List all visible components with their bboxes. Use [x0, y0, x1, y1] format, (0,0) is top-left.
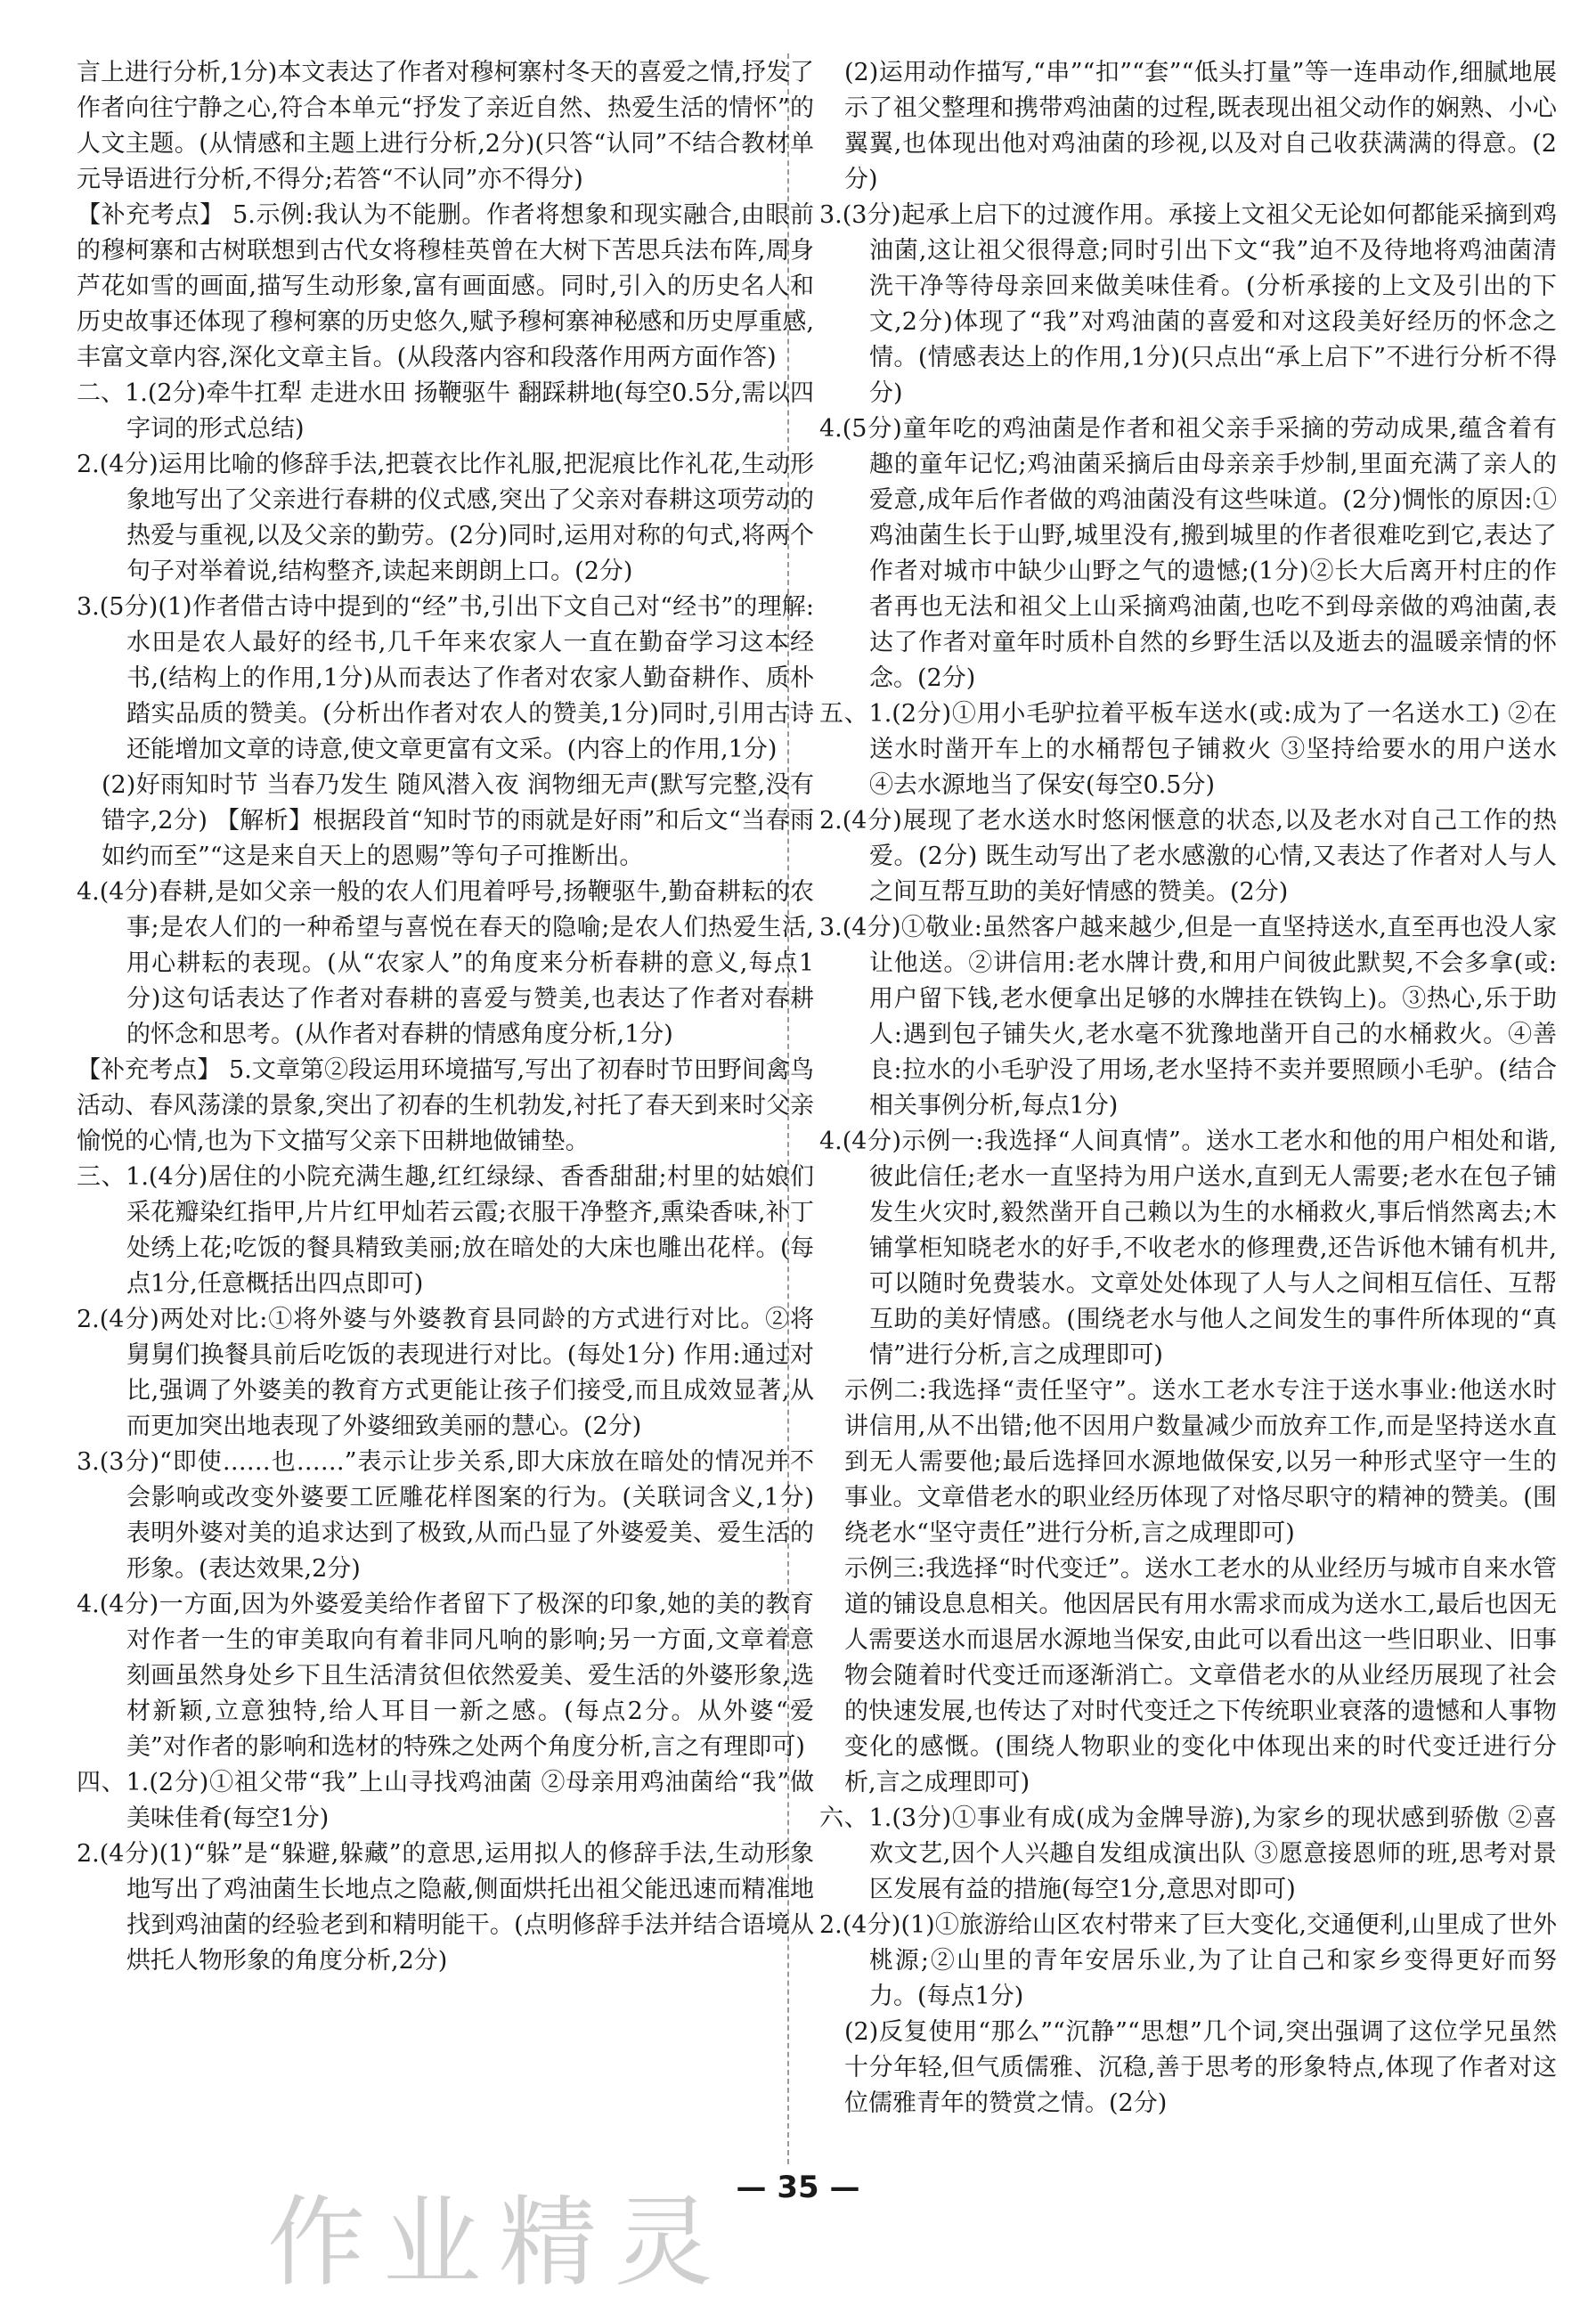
right-column	[819, 55, 1557, 2122]
left-para-2: 二、1.(2分)牵牛扛犁 走进水田 扬鞭驱牛 翻踩耕地(每空0.5分,需以四字词的形式总结)	[77, 379, 814, 443]
right-para-2: 4.(5分)童年吃的鸡油菌是作者和祖父亲手采摘的劳动成果,蕴含着有趣的童年记忆;鸡油菌采摘后由母亲亲手炒制,里面充满了亲人的爱意,成年后作者做的鸡油菌没有这些味道。(2分)惆怅的原因:①鸡油菌生长于山野,城里没有,搬到城里的作者很难吃到它,表达了作者对城市中缺少山野之气的遗憾;(1分)②长大后离开村庄的作者再也无法和祖父上山采摘鸡油菌,也吃不到母亲做的鸡油菌,表达了作者对童年时质朴自然的乡野生活以及逝去的温暖亲情的怀念。(2分)	[819, 415, 1557, 692]
right-para-3: 五、1.(2分)①用小毛驴拉着平板车送水(或:成为了一名送水工) ②在送水时凿开车上的水桶帮包子铺救火 ③坚持给要水的用户送水 ④去水源地当了保安(每空0.5分)	[819, 700, 1557, 799]
right-para-1: 3.(3分)起承上启下的过渡作用。承接上文祖父无论如何都能采摘到鸡油菌,这让祖父很得意;同时引出下文“我”迫不及待地将鸡油菌清洗干净等待母亲回来做美味佳肴。(分析承接的上文及引出的下文,2分)体现了“我”对鸡油菌的喜爱和对这段美好经历的怀念之情。(情感表达上的作用,1分)(只点出“承上启下”不进行分析不得分)	[819, 201, 1557, 407]
left-para-6: 4.(4分)春耕,是如父亲一般的农人们甩着呼号,扬鞭驱牛,勤奋耕耘的农事;是农人们的一种希望与喜悦在春天的隐喻;是农人们热爱生活,用心耕耘的表现。(从“农家人”的角度来分析春耕的意义,每点1分)这句话表达了作者对春耕的喜爱与赞美,也表达了作者对春耕的怀念和思考。(从作者对春耕的情感角度分析,1分)	[77, 878, 814, 1048]
right-para-4: 2.(4分)展现了老水送水时悠闲惬意的状态,以及老水对自己工作的热爱。(2分) 既生动写出了老水感激的心情,又表达了作者对人与人之间互帮互助的美好情感的赞美。(2分)	[819, 807, 1557, 906]
right-para-6: 4.(4分)示例一:我选择“人间真情”。送水工老水和他的用户相处和谐,彼此信任;老水一直坚持为用户送水,直到无人需要;老水在包子铺发生火灾时,毅然凿开自己赖以为生的水桶救火,事后悄然离去;木铺掌柜知晓老水的好手,不收老水的修理费,还告诉他木铺有机井,可以随时免费装水。文章处处体现了人与人之间相互信任、互帮互助的美好情感。(围绕老水与他人之间发生的事件所体现的“真情”进行分析,言之成理即可)	[819, 1128, 1557, 1369]
left-para-0: 言上进行分析,1分)本文表达了作者对穆柯寨村冬天的喜爱之情,抒发了作者向往宁静之心,符合本单元“抒发了亲近自然、热爱生活的情怀”的人文主题。(从情感和主题上进行分析,2分)(只答“认同”不结合教材单元导语进行分析,不得分;若答“不认同”亦不得分)	[77, 59, 814, 193]
right-para-11: (2)反复使用“那么”“沉静”“思想”几个词,突出强调了这位学兄虽然十分年轻,但气质儒雅、沉稳,善于思考的形象特点,体现了作者对这位儒雅青年的赞赏之情。(2分)	[844, 2018, 1557, 2117]
left-para-7: 【补充考点】 5.文章第②段运用环境描写,写出了初春时节田野间禽鸟活动、春风荡漾的景象,突出了初春的生机勃发,衬托了春天到来时父亲愉悦的心情,也为下文描写父亲下田耕地做铺垫。	[77, 1056, 814, 1155]
left-para-1: 【补充考点】 5.示例:我认为不能删。作者将想象和现实融合,由眼前的穆柯寨和古树联想到古代女将穆桂英曾在大树下苦思兵法布阵,周身芦花如雪的画面,描写生动形象,富有画面感。同时,引入的历史名人和历史故事还体现了穆柯寨的历史悠久,赋予穆柯寨神秘感和历史厚重感,丰富文章内容,深化文章主旨。(从段落内容和段落作用两方面作答)	[77, 201, 814, 371]
left-para-11: 4.(4分)一方面,因为外婆爱美给作者留下了极深的印象,她的美的教育对作者一生的审美取向有着非同凡响的影响;另一方面,文章着意刻画虽然身处乡下且生活清贫但依然爱美、爱生活的外婆形象,选材新颖,立意独特,给人耳目一新之感。(每点2分。从外婆“爱美”对作者的影响和选材的特殊之处两个角度分析,言之有理即可)	[77, 1591, 814, 1761]
left-para-5: (2)好雨知时节 当春乃发生 随风潜入夜 润物细无声(默写完整,没有错字,2分) 【解析】根据段首“知时节的雨就是好雨”和后文“当春雨如约而至”“这是来自天上的恩赐”等句子可推断出。	[102, 771, 814, 870]
left-para-3: 2.(4分)运用比喻的修辞手法,把蓑衣比作礼服,把泥痕比作礼花,生动形象地写出了父亲进行春耕的仪式感,突出了父亲对春耕这项劳动的热爱与重视,以及父亲的勤劳。(2分)同时,运用对称的句式,将两个句子对举着说,结构整齐,读起来朗朗上口。(2分)	[77, 451, 814, 585]
left-para-12: 四、1.(2分)①祖父带“我”上山寻找鸡油菌 ②母亲用鸡油菌给“我”做美味佳肴(每空1分)	[77, 1769, 814, 1832]
left-para-10: 3.(3分)“即使……也……”表示让步关系,即大床放在暗处的情况并不会影响或改变外婆要工匠雕花样图案的行为。(关联词含义,1分)表明外婆对美的追求达到了极致,从而凸显了外婆爱美、爱生活的形象。(表达效果,2分)	[77, 1448, 814, 1583]
right-para-5: 3.(4分)①敬业:虽然客户越来越少,但是一直坚持送水,直至再也没人家让他送。②讲信用:老水牌计费,和用户间彼此默契,不会多拿(或:用户留下钱,老水便拿出足够的水牌挂在铁钩上)。③热心,乐于助人:遇到包子铺失火,老水毫不犹豫地凿开自己的水桶救火。④善良:拉水的小毛驴没了用场,老水坚持不卖并要照顾小毛驴。(结合相关事例分析,每点1分)	[819, 914, 1557, 1120]
page-number: — 35 —	[736, 2170, 860, 2205]
right-para-7: 示例二:我选择“责任坚守”。送水工老水专注于送水事业:他送水时讲信用,从不出错;他不因用户数量减少而放弃工作,而是坚持送水直到无人需要他;最后选择回水源地做保安,以另一种形式坚守一生的事业。文章借老水的职业经历体现了对恪尽职守的精神的赞美。(围绕老水“坚守责任”进行分析,言之成理即可)	[844, 1377, 1557, 1547]
watermark-text: 作业精灵	[267, 2186, 730, 2300]
right-para-0: (2)运用动作描写,“串”“扣”“套”“低头打量”等一连串动作,细腻地展示了祖父整理和携带鸡油菌的过程,既表现出祖父动作的娴熟、小心翼翼,也体现出他对鸡油菌的珍视,以及对自己收获满满的得意。(2分)	[844, 59, 1557, 193]
left-para-8: 三、1.(4分)居住的小院充满生趣,红红绿绿、香香甜甜;村里的姑娘们采花瓣染红指甲,片片红甲灿若云霞;衣服干净整齐,熏染香味,补丁处绣上花;吃饭的餐具精致美丽;放在暗处的大床也雕出花样。(每点1分,任意概括出四点即可)	[77, 1163, 814, 1298]
left-column	[77, 55, 814, 1979]
right-para-8: 示例三:我选择“时代变迁”。送水工老水的从业经历与城市自来水管道的铺设息息相关。他因居民有用水需求而成为送水工,最后也因无人需要送水而退居水源地当保安,由此可以看出这一些旧职业、旧事物会随着时代变迁而逐渐消亡。文章借老水的从业经历展现了社会的快速发展,也传达了对时代变迁之下传统职业衰落的遗憾和人事物变化的感慨。(围绕人物职业的变化中体现出来的时代变迁进行分析,言之成理即可)	[844, 1555, 1557, 1796]
left-para-4: 3.(5分)(1)作者借古诗中提到的“经”书,引出下文自己对“经书”的理解:水田是农人最好的经书,几千年来农家人一直在勤奋学习这本经书,(结构上的作用,1分)从而表达了作者对农家人勤奋耕作、质朴踏实品质的赞美。(分析出作者对农人的赞美,1分)同时,引用古诗还能增加文章的诗意,使文章更富有文采。(内容上的作用,1分)	[77, 593, 814, 763]
left-para-9: 2.(4分)两处对比:①将外婆与外婆教育县同龄的方式进行对比。②将舅舅们换餐具前后吃饭的表现进行对比。(每处1分) 作用:通过对比,强调了外婆美的教育方式更能让孩子们接受,而且成效显著,从而更加突出地表现了外婆细致美丽的慧心。(2分)	[77, 1306, 814, 1440]
right-para-10: 2.(4分)(1)①旅游给山区农村带来了巨大变化,交通便利,山里成了世外桃源;②山里的青年安居乐业,为了让自己和家乡变得更好而努力。(每点1分)	[819, 1911, 1557, 2010]
left-para-13: 2.(4分)(1)“躲”是“躲避,躲藏”的意思,运用拟人的修辞手法,生动形象地写出了鸡油菌生长地点之隐蔽,侧面烘托出祖父能迅速而精准地找到鸡油菌的经验老到和精明能干。(点明修辞手法并结合语境从烘托人物形象的角度分析,2分)	[77, 1840, 814, 1975]
right-para-9: 六、1.(3分)①事业有成(成为金牌导游),为家乡的现状感到骄傲 ②喜欢文艺,因个人兴趣自发组成演出队 ③愿意接恩师的班,思考对景区发展有益的措施(每空1分,意思对即可)	[819, 1804, 1557, 1903]
